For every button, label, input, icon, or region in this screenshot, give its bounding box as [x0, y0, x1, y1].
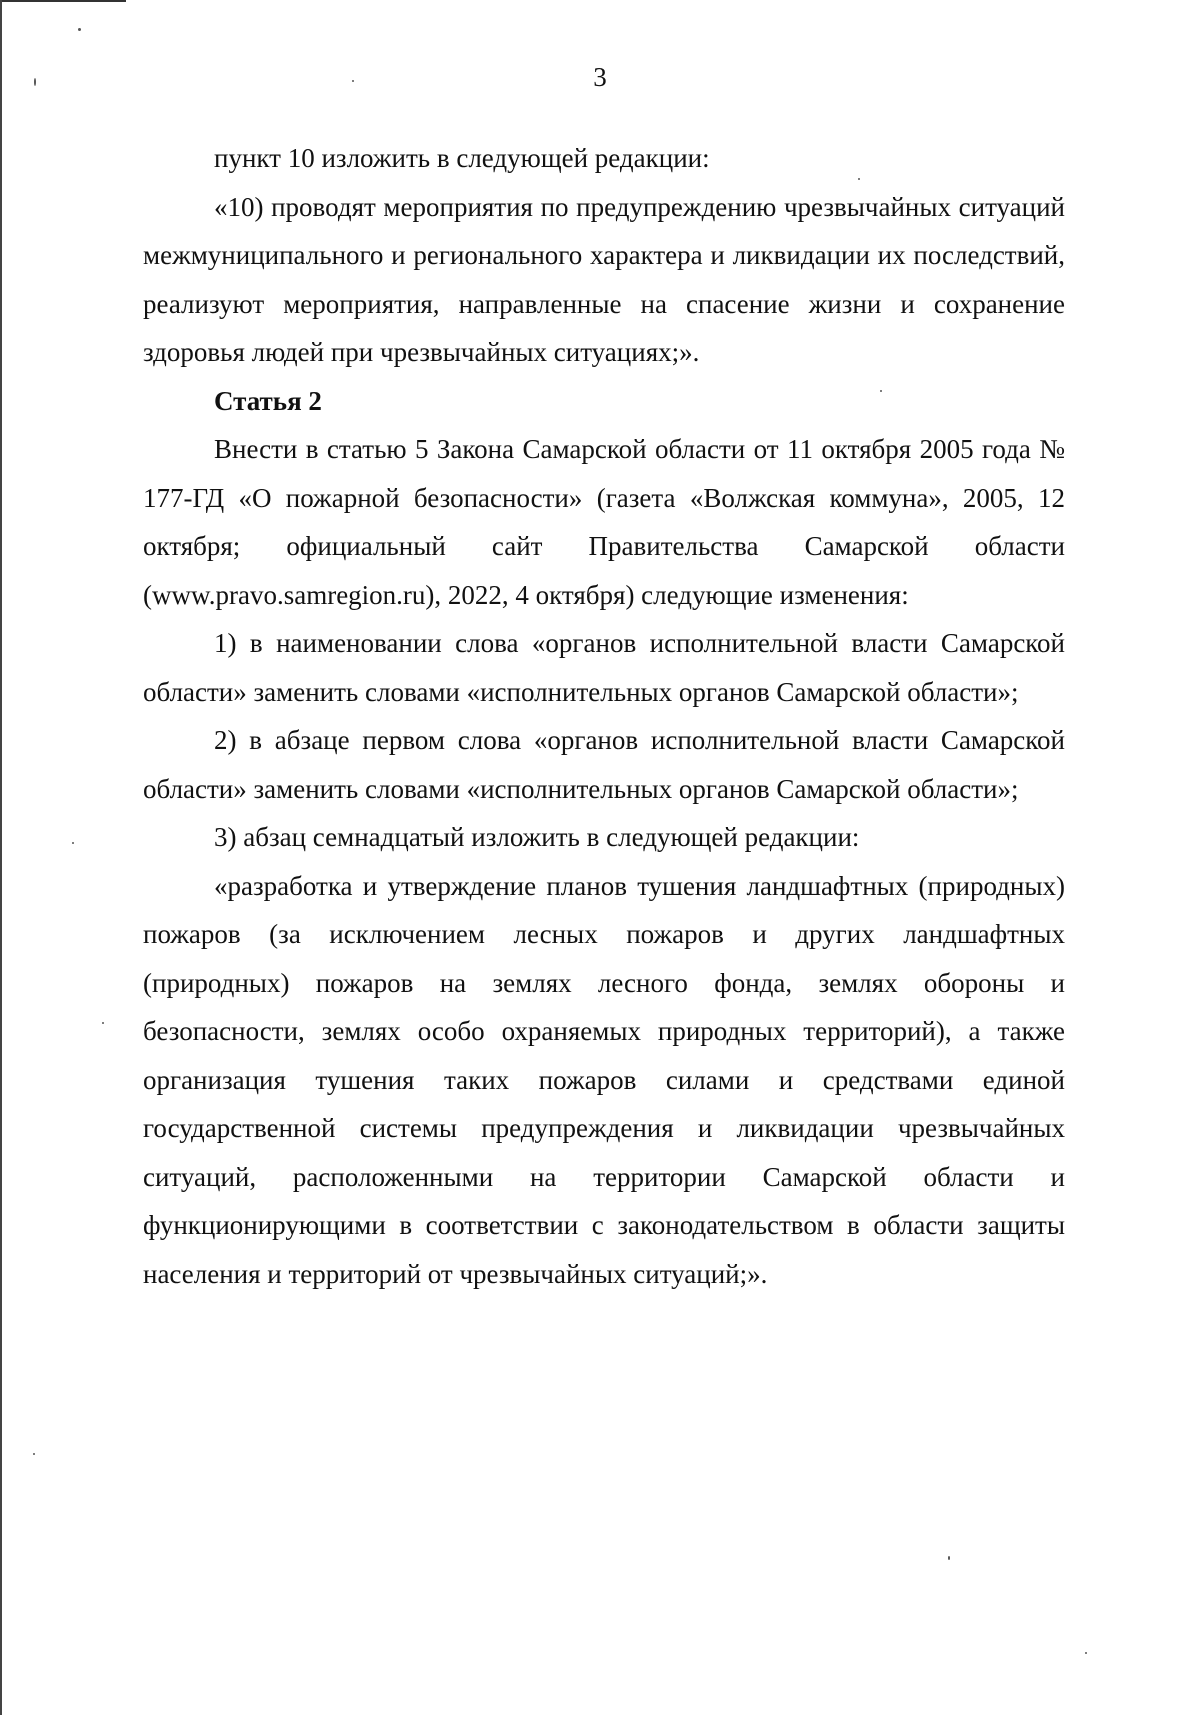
paragraph-new-wording: «разработка и утверждение планов тушения ландшафтных (природных) пожаров (за исключением лесных пожаров и других ландшафтных (природных) пожаров на землях лесного фонда, землях обороны и безопасности, землях особо охраняемых природных территорий), а также организация тушения таких пожаров силами и средствами единой государственной системы предупреждения и ликвидации чрезвычайных ситуаций, расположенными на территории Самарской области и функционирующими в соответствии с законодательством в области защиты населения и территорий от чрезвычайных ситуаций;». [143, 870, 1065, 1289]
scan-speck [72, 842, 74, 844]
page-number: 3 [593, 62, 607, 92]
article-heading: Статья 2 [214, 385, 322, 416]
scan-edge-top [0, 0, 126, 2]
paragraph-intro: пункт 10 изложить в следующей редакции: [214, 143, 710, 173]
document-body [143, 134, 1065, 1298]
paragraph-change-2: 2) в абзаце первом слова «органов исполнительной власти Самарской области» заменить словами «исполнительных органов Самарской области»; [143, 725, 1065, 804]
scan-speck [33, 1453, 35, 1455]
scan-speck [948, 1556, 950, 1560]
scan-speck [78, 28, 81, 31]
scan-speck [102, 1022, 104, 1024]
scan-edge-left [0, 0, 2, 1715]
paragraph-amendment-intro: Внести в статью 5 Закона Самарской области от 11 октября 2005 года № 177-ГД «О пожарной безопасности» (газета «Волжская коммуна», 2005, 12 октября; официальный сайт Правительства Самарской области (www.pravo.samregion.ru), 2022, 4 октября) следующие изменения: [143, 434, 1065, 610]
paragraph-change-3: 3) абзац семнадцатый изложить в следующей редакции: [214, 822, 860, 852]
paragraph-change-1: 1) в наименовании слова «органов исполнительной власти Самарской области» заменить словами «исполнительных органов Самарской области»; [143, 628, 1065, 707]
scan-speck [1085, 1652, 1087, 1654]
paragraph-item-10: «10) проводят мероприятия по предупреждению чрезвычайных ситуаций межмуниципального и регионального характера и ликвидации их последствий, реализуют мероприятия, направленные на спасение жизни и сохранение здоровья людей при чрезвычайных ситуациях;». [143, 191, 1065, 367]
